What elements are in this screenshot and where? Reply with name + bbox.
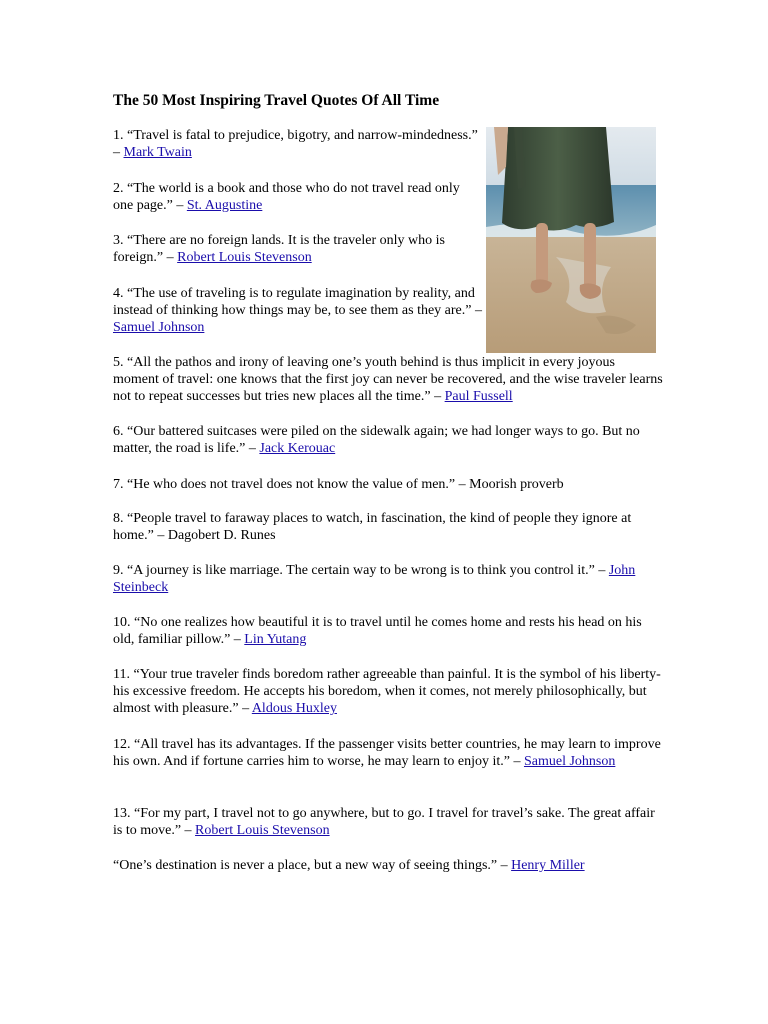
quote-item [113, 354, 663, 405]
quote-item [113, 857, 663, 874]
quote-text: “The world is a book and those who do not travel read only one page.” – [113, 181, 460, 213]
page-title: The 50 Most Inspiring Travel Quotes Of All Time [113, 92, 440, 109]
quote-item [113, 232, 483, 266]
quote-item [113, 127, 483, 161]
author-link[interactable]: St. Augustine [186, 198, 263, 213]
quote-item [113, 180, 483, 214]
author-link[interactable]: Jack Kerouac [259, 441, 336, 456]
beach-photo [486, 127, 656, 353]
quote-text: “All travel has its advantages. If the passenger visits better countries, he may learn to improve his own. And if fortune carries him to worse, he may learn to enjoy it.” – [113, 737, 661, 769]
quote-number: 11. [113, 667, 130, 682]
quote-text: “Travel is fatal to prejudice, bigotry, and narrow-mindedness.” – [113, 128, 478, 160]
quote-number: 4. [113, 286, 124, 301]
author-link[interactable]: Samuel Johnson [113, 320, 205, 335]
quote-text: “He who does not travel does not know the value of men.” – [127, 477, 466, 492]
quote-item [113, 736, 663, 770]
quote-number: 3. [113, 233, 124, 248]
quote-text: “For my part, I travel not to go anywhere, but to go. I travel for travel’s sake. The great affair is to move.” – [113, 806, 655, 838]
author-link[interactable]: Paul Fussell [444, 389, 513, 404]
quote-item [113, 285, 483, 336]
author-link[interactable]: Robert Louis Stevenson [195, 823, 330, 838]
author-link[interactable]: Aldous Huxley [251, 701, 337, 716]
quote-text: “There are no foreign lands. It is the traveler only who is foreign.” – [113, 233, 446, 265]
quote-text: “Our battered suitcases were piled on the sidewalk again; we had longer ways to go. But no matter, the road is life.” – [113, 424, 640, 456]
quote-text: “A journey is like marriage. The certain way to be wrong is to think you control it.” – [127, 563, 606, 578]
quote-item [113, 805, 663, 839]
author-link[interactable]: John Steinbeck [113, 563, 636, 595]
author-link[interactable]: Mark Twain [123, 145, 192, 160]
quote-text: “One’s destination is never a place, but a new way of seeing things.” – [113, 858, 508, 873]
quote-number: 12. [113, 737, 131, 752]
quote-text: “No one realizes how beautiful it is to travel until he comes home and rests his head on his old, familiar pillow.” – [113, 615, 642, 647]
quote-text: “Your true traveler finds boredom rather agreeable than painful. It is the symbol of his liberty-his excessive freedom. He accepts his boredom, when it comes, not merely philosophically, but almost with pleasure.” – [113, 667, 661, 716]
quote-number: 6. [113, 424, 124, 439]
quote-number: 2. [113, 181, 124, 196]
author-link[interactable]: Lin Yutang [244, 632, 307, 647]
quote-item [113, 476, 663, 493]
quote-item [113, 666, 663, 717]
quote-number: 13. [113, 806, 131, 821]
quote-number: 8. [113, 511, 124, 526]
quote-number: 9. [113, 563, 124, 578]
quote-text: “People travel to faraway places to watch, in fascination, the kind of people they ignore at home.” – [113, 511, 632, 543]
author-link[interactable]: Samuel Johnson [523, 754, 616, 769]
quote-number: 1. [113, 128, 124, 143]
quote-text: “All the pathos and irony of leaving one’s youth behind is thus implicit in every joyous moment of travel: one knows that the first joy can never be recovered, and the wise traveler learns not to repeat successes but tries new places all the time.” – [113, 355, 663, 404]
quote-item [113, 614, 663, 648]
author-link[interactable]: Henry Miller [511, 858, 585, 873]
quote-number: 5. [113, 355, 124, 370]
author-name: Moorish proverb [469, 477, 564, 492]
quote-item [113, 423, 663, 457]
quote-number: 10. [113, 615, 131, 630]
quote-item [113, 562, 663, 596]
author-link[interactable]: Robert Louis Stevenson [177, 250, 312, 265]
author-name: Dagobert D. Runes [167, 528, 276, 543]
quote-text: “The use of traveling is to regulate imagination by reality, and instead of thinking how things may be, to see them as they are.” – [113, 286, 482, 318]
quote-number: 7. [113, 477, 124, 492]
quote-item [113, 510, 663, 544]
